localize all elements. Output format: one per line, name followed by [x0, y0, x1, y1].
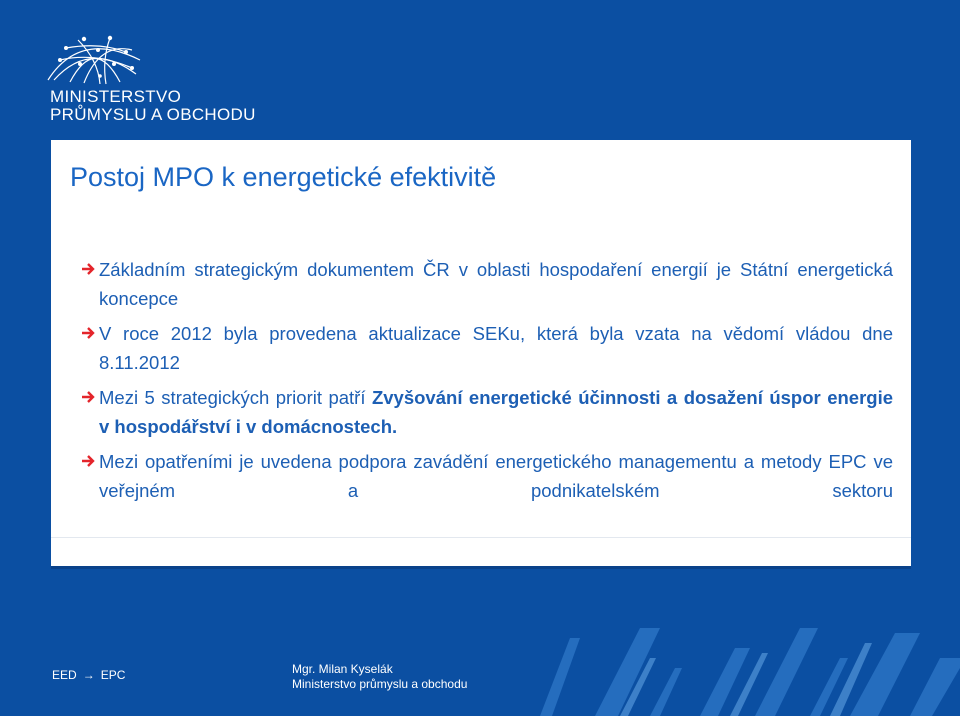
bullet-text: Základním strategickým dokumentem ČR v oblasti hospodaření energií je Státní energetická koncepce	[99, 259, 893, 309]
bullet-text: V roce 2012 byla provedena aktualizace SEKu, která byla vzata na vědomí vládou dne 8.11.2012	[99, 323, 893, 373]
footer-epc: EPC	[100, 668, 126, 682]
arrow-bullet-icon	[81, 262, 97, 276]
content-panel	[51, 140, 911, 566]
bullet-bold-text: Zvyšování energetické účinnosti a dosažení úspor energie v hospodářství i v domácnostech.	[99, 387, 894, 437]
list-item	[81, 447, 893, 505]
footer-author: Mgr. Milan Kyselák	[292, 662, 393, 676]
panel-shadow	[51, 566, 911, 569]
footer-eed: EED	[52, 668, 77, 682]
list-item	[81, 383, 893, 441]
list-item	[81, 319, 893, 377]
footer-organization: Ministerstvo průmyslu a obchodu	[292, 677, 468, 691]
decorative-stripes	[500, 628, 960, 716]
arrow-bullet-icon	[81, 454, 97, 468]
bullet-list	[81, 255, 893, 511]
arrow-bullet-icon	[81, 390, 97, 404]
logo-line-1: MINISTERSTVO	[50, 87, 182, 106]
logo-text	[50, 88, 256, 124]
footer-arrow: →	[82, 668, 95, 682]
panel-divider	[51, 537, 911, 538]
bullet-text: Mezi opatřeními je uvedena podpora zavádění energetického managementu a metody EPC ve veřejném a podnikatelském sektoru	[99, 451, 893, 501]
bullet-text: Mezi 5 strategických priorit patří	[99, 387, 372, 408]
ministry-logo	[40, 30, 260, 130]
slide-title: Postoj MPO k energetické efektivitě	[70, 162, 497, 192]
footer-tag	[52, 668, 125, 682]
logo-line-2: PRŮMYSLU A OBCHODU	[50, 105, 256, 124]
footer-author-block	[292, 662, 467, 692]
arrow-bullet-icon	[81, 326, 97, 340]
globe-logo-icon	[40, 30, 150, 88]
list-item	[81, 255, 893, 313]
